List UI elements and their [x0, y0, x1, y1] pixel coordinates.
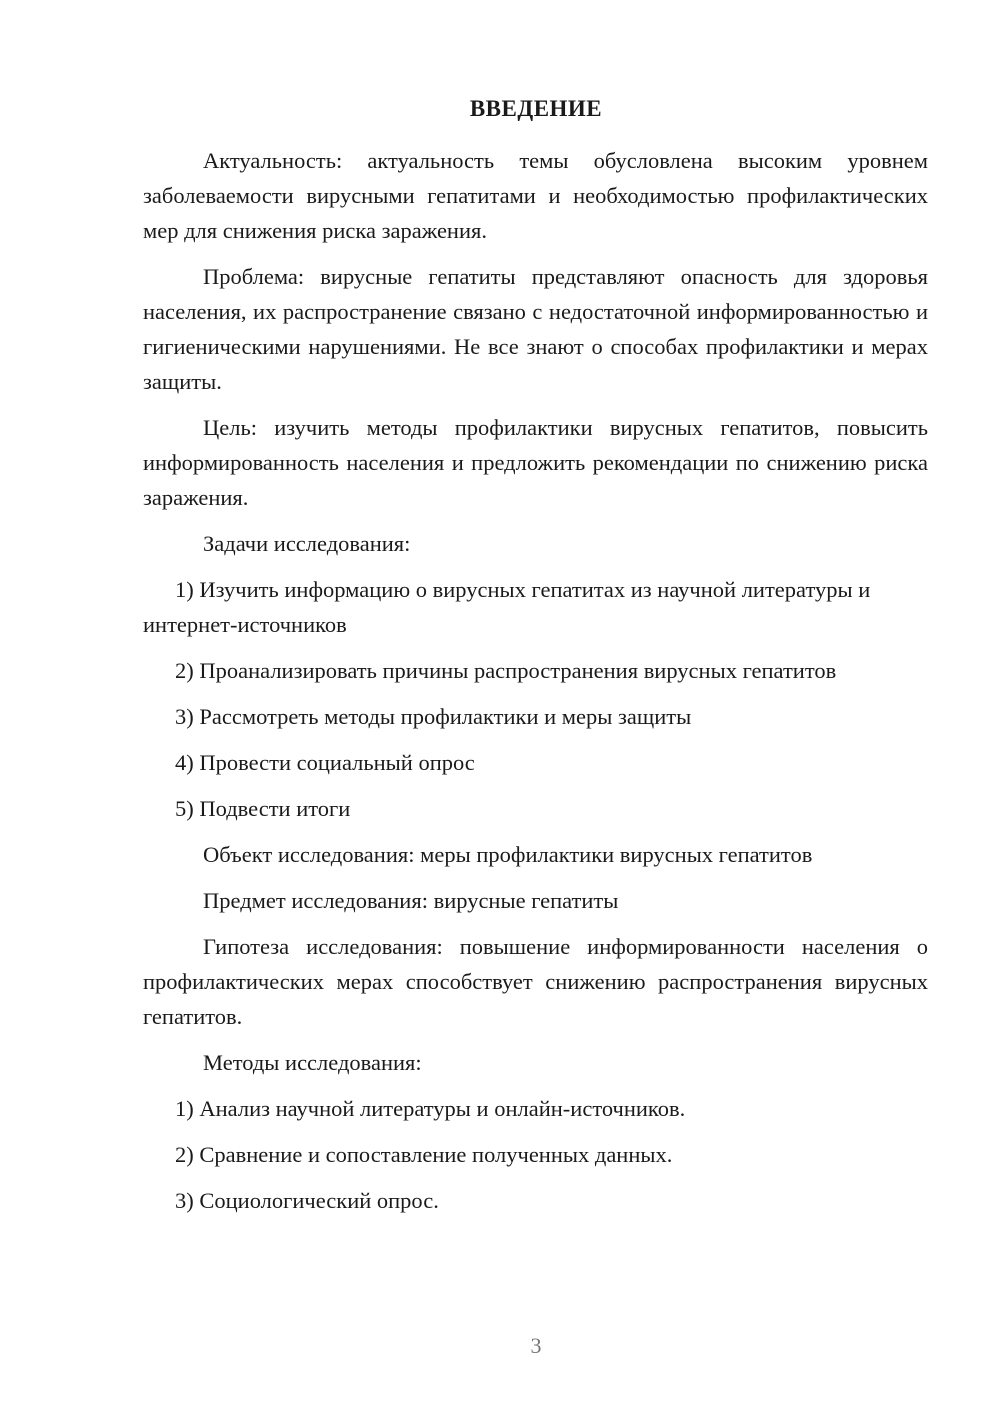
page-number: 3 [530, 1333, 542, 1358]
method-item: 2) Сравнение и сопоставление полученных данных. [175, 1142, 673, 1167]
task-item: 2) Проанализировать причины распространения вирусных гепатитов [175, 658, 837, 683]
task-item: 1) Изучить информацию о вирусных гепатитах из научной литературы и интернет-источников [143, 577, 871, 637]
goal-paragraph: Цель: изучить методы профилактики вирусных гепатитов, повысить информированность населения и предложить рекомендации по снижению риска заражения. [143, 415, 928, 510]
section-title: ВВЕДЕНИЕ [469, 96, 603, 121]
subject-paragraph: Предмет исследования: вирусные гепатиты [203, 888, 619, 913]
object-paragraph: Объект исследования: меры профилактики вирусных гепатитов [203, 842, 813, 867]
tasks-heading: Задачи исследования: [203, 531, 411, 556]
methods-heading: Методы исследования: [203, 1050, 422, 1075]
hypothesis-paragraph: Гипотеза исследования: повышение информированности населения о профилактических мерах способствует снижению распространения вирусных гепатитов. [143, 934, 928, 1029]
task-item: 4) Провести социальный опрос [175, 750, 475, 775]
relevance-paragraph: Актуальность: актуальность темы обусловлена высоким уровнем заболеваемости вирусными гепатитами и необходимостью профилактических мер для снижения риска заражения. [143, 148, 928, 243]
method-item: 3) Социологический опрос. [175, 1188, 439, 1213]
problem-paragraph: Проблема: вирусные гепатиты представляют опасность для здоровья населения, их распространение связано с недостаточной информированностью и гигиеническими нарушениями. Не все знают о способах профилактики и мерах защиты. [143, 264, 928, 394]
method-item: 1) Анализ научной литературы и онлайн-источников. [175, 1096, 686, 1121]
document-body [143, 143, 928, 1229]
task-item: 3) Рассмотреть методы профилактики и меры защиты [175, 704, 692, 729]
task-item: 5) Подвести итоги [175, 796, 351, 821]
